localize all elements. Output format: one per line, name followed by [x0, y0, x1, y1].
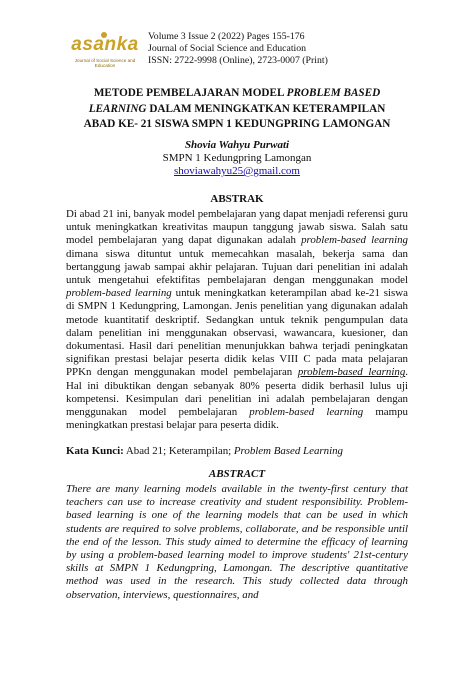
title-italic: LEARNING	[88, 102, 147, 115]
title-line-3: ABAD KE- 21 SISWA SMPN 1 KEDUNGPRING LAMONGAN	[83, 118, 391, 130]
author-affiliation: SMPN 1 Kedungpring Lamongan	[162, 152, 312, 164]
keywords-text: Abad 21; Keterampilan;	[123, 445, 234, 457]
title-italic: PROBLEM BASED	[286, 87, 381, 99]
title-text: DALAM MENINGKATKAN KETERAMPILAN	[146, 102, 386, 115]
title-line-2	[40, 102, 434, 118]
author-name: Shovia Wahyu Purwati	[184, 139, 290, 151]
keywords-line	[66, 445, 408, 458]
abstrak-body	[66, 208, 408, 432]
italic-term: problem-based learning	[66, 287, 172, 300]
keywords-italic: Problem Based Learning	[233, 445, 343, 457]
issn-line: ISSN: 2722-9998 (Online), 2723-0007 (Print)	[148, 55, 328, 66]
title-line-1	[40, 86, 434, 102]
abstract-heading: ABSTRACT	[208, 468, 266, 480]
logo-subtitle: Journal of Social Science and Education	[74, 58, 136, 69]
abstrak-heading: ABSTRAK	[210, 193, 264, 205]
author-block	[0, 139, 474, 178]
italic-term: problem-based learning	[301, 234, 409, 247]
journal-logo	[68, 34, 142, 76]
logo-wordmark: asanka	[71, 34, 139, 55]
abstract-body	[66, 483, 408, 602]
italic-term: problem-based learning	[249, 406, 364, 419]
text-run: dimana siswa dituntut untuk memecahkan masalah, bekerja sama dan bertanggung jawab sampai akhir pelajaran. Tujuan dari penelitian ini adalah untuk mengetahui efektifitas pembelajaran dengan menggunakan model	[66, 247, 408, 287]
title-text: METODE PEMBELAJARAN MODEL	[93, 87, 287, 99]
volume-line: Volume 3 Issue 2 (2022) Pages 155-176	[148, 31, 305, 42]
text-run: untuk meningkatkan keterampilan abad ke-21 siswa di SMPN 1 Kedungpring, Lamongan. Jenis penelitian yang digunakan adalah metode kuantitatif deskriptif. Sedangkan untuk teknik pengumpulan data dalam penelitian ini menggunakan observasi, wawancara, kuesioner, dan dokumentasi. Hasil dari penelitian menunjukkan bahwa terjadi peningkatan signifikan prestasi belajar peserta didik kelas VIII C pada mata pelajaran PPKn dengan menggunakan model pembelajaran	[66, 287, 408, 379]
abstract-paragraph: There are many learning models available in the twenty-first century that teachers can use to increase creativity and student responsibility. Problem-based learning is one of the learning models that can be used in which students are required to solve problems, collaborate, and be responsible until the end of the lesson. This study aimed to determine the efficacy of learning by using a problem-based learning model to improve students' 21st-century skills at SMPN 1 Kedungpring, Lamongan. The descriptive quantitative method was used in the research. This study collected data through observation, interviews, questionnaires, and	[66, 483, 408, 601]
text-run: . Hal ini dibuktikan dengan sebanyak 80% peserta didik berhasil lulus uji kompetensi. Kesimpulan dari penelitian ini adalah pembelajaran dengan menggunakan model pembelajaran	[66, 366, 408, 419]
author-email-link[interactable]: shoviawahyu25@gmail.com	[174, 165, 300, 177]
text-run: Di abad 21 ini, banyak model pembelajaran yang dapat menjadi referensi guru untuk meningkatkan kreativitas maupun tanggung jawab siswa. Salah satu model pembelajaran yang dapat digunakan adalah	[66, 208, 408, 247]
text-run: mampu meningkatkan prestasi belajar para peserta didik.	[66, 406, 408, 432]
abstrak-paragraph	[66, 208, 408, 432]
paper-title	[40, 86, 434, 133]
journal-meta	[148, 31, 328, 67]
journal-header	[60, 31, 440, 81]
italic-term: problem-based learning	[297, 366, 406, 379]
keywords-label: Kata Kunci:	[66, 445, 124, 457]
journal-name-line: Journal of Social Science and Education	[148, 43, 307, 54]
